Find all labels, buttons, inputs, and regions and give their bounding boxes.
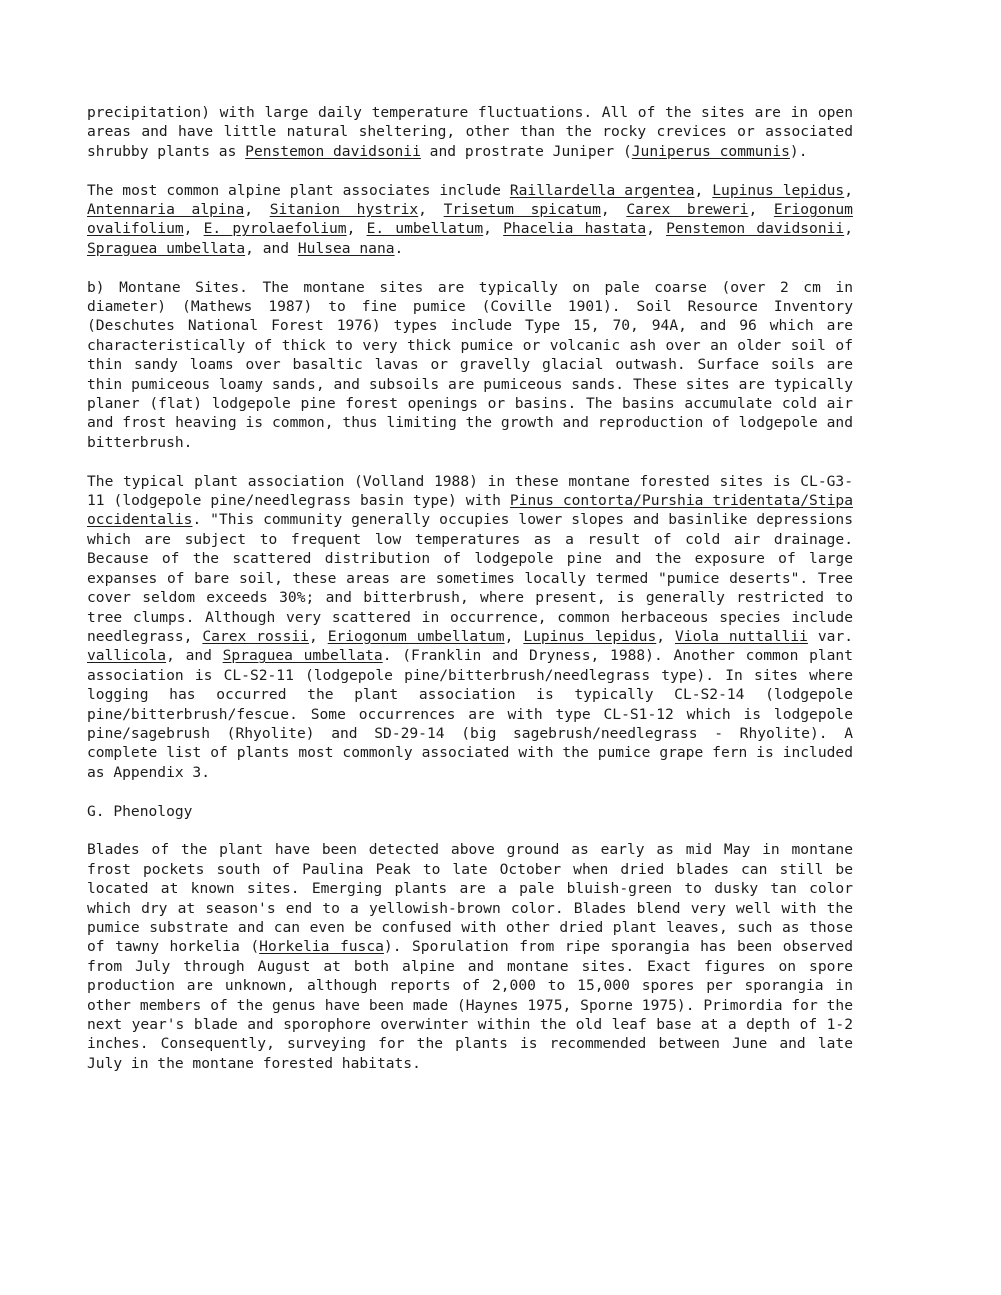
text-run: . (Franklin and Dryness, 1988). Another common plant association is CL-S2-11 (lodgepole pine/bitterbrush/needlegrass type). In sites where logging has occurred the plant association is typically CL-S2-14 (lodgepole pine/bitterbrush/fescue. Some occurrences are with type CL-S1-12 which is lodgepole pine/sagebrush (Rhyolite) and SD-29-14 (big sagebrush/needlegrass - Rhyolite). A complete list of plants most commonly associated with the pumice grape fern is included as Appendix 3.: [87, 647, 854, 781]
species-name: vallicola: [87, 647, 167, 665]
text-run: ,: [346, 220, 367, 238]
text-run: ,: [748, 201, 774, 219]
species-name: Pinus contorta/Purshia tridentata/Stipa occidentalis: [87, 492, 853, 529]
text-run: ,: [183, 220, 204, 238]
text-run: ).: [789, 142, 808, 160]
text-run: ,: [646, 220, 667, 238]
paragraph: [87, 103, 853, 161]
species-name: Horkelia fusca: [259, 938, 384, 956]
paragraph: [87, 472, 853, 783]
species-name: E. umbellatum: [366, 220, 484, 238]
text-run: . "This community generally occupies lower slopes and basinlike depressions which are subject to frequent low temperatures as a result of cold air drainage. Because of the scattered distribution of lodgepole pine and the exposure of large expanses of bare soil, these areas are sometimes locally termed "pumice deserts". Tree cover seldom exceeds 30%; and bitterbrush, where present, is generally restricted to tree clumps. Although very scattered in occurrence, common herbaceous species include needlegrass,: [87, 511, 853, 645]
species-name: Raillardella argentea: [509, 181, 695, 199]
text-run: Blades of the plant have been detected above ground as early as mid May in montane frost pockets south of Paulina Peak to late October when dried blades can still be located at known sites. Emerging plants are a pale bluish-green to dusky tan color which dry at season's end to a yellowish-brown color. Blades blend very well with the pumice substrate and can even be confused with other dried plant leaves, such as those of tawny horkelia (: [87, 841, 853, 956]
species-name: Antennaria alpina: [87, 201, 245, 219]
species-name: Lupinus lepidus: [712, 181, 845, 199]
text-run: The typical plant association (Volland 1988) in these montane forested sites is CL-G3-11 (lodgepole pine/needlegrass basin type) with: [87, 472, 853, 510]
text-run: , and: [245, 239, 298, 257]
species-name: Penstemon davidsonii: [666, 220, 845, 238]
species-name: Juniperus communis: [631, 142, 790, 160]
text-run: and prostrate Juniper (: [420, 142, 632, 160]
species-name: Eriogonum ovalifolium: [87, 201, 853, 238]
species-name: E. pyrolaefolium: [203, 220, 347, 238]
paragraph: [87, 181, 853, 259]
species-name: Phacelia hastata: [503, 220, 647, 238]
text-run: ,: [600, 201, 627, 219]
section-heading: [87, 802, 853, 821]
species-name: Hulsea nana: [297, 239, 395, 257]
text-run: ,: [844, 220, 853, 238]
text-run: ,: [504, 627, 524, 645]
species-name: Carex breweri: [626, 201, 749, 219]
species-name: Viola nuttallii: [675, 627, 808, 645]
species-name: Lupinus lepidus: [523, 627, 657, 645]
species-name: Sitanion hystrix: [269, 201, 419, 219]
text-run: .: [394, 239, 404, 257]
text-run: The most common alpine plant associates include: [87, 181, 510, 199]
text-run: var.: [807, 627, 854, 645]
text-run: ,: [656, 627, 675, 645]
species-name: Penstemon davidsonii: [245, 142, 421, 160]
text-run: ,: [308, 627, 328, 645]
species-name: Eriogonum umbellatum: [327, 627, 505, 645]
species-name: Carex rossii: [202, 627, 309, 645]
species-name: Spraguea umbellata: [222, 647, 383, 665]
document-page: [87, 103, 853, 1093]
species-name: Spraguea umbellata: [87, 239, 246, 257]
species-name: Trisetum spicatum: [443, 201, 601, 219]
text-run: ,: [694, 181, 713, 199]
paragraph: [87, 278, 853, 453]
text-run: ,: [244, 201, 270, 219]
text-run: ). Sporulation from ripe sporangia has been observed from July through August at both alpine and montane sites. Exact figures on spore production are unknown, although reports of 2,000 to 15,000 spores per sporangia in other members of the genus have been made (Haynes 1975, Sporne 1975). Primordia for the next year's blade and sporophore overwinter within the old leaf base at a depth of 1-2 inches. Consequently, surveying for the plants is recommended between June and late July in the montane forested habitats.: [87, 938, 853, 1072]
text-run: ,: [418, 201, 444, 219]
text-run: ,: [844, 181, 853, 199]
text-run: b) Montane Sites. The montane sites are typically on pale coarse (over 2 cm in diameter) (Mathews 1987) to fine pumice (Coville 1901). Soil Resource Inventory (Deschutes National Forest 1976) types include Type 15, 70, 94A, and 96 which are characteristically of thick to very thick pumice or volcanic ash over an older soil of thin sandy loams over basaltic lavas or gravelly glacial outwash. Surface soils are thin pumiceous loamy sands, and subsoils are pumiceous sands. These sites are typically planer (flat) lodgepole pine forest openings or basins. The basins accumulate cold air and frost heaving is common, thus limiting the growth and reproduction of lodgepole and bitterbrush.: [87, 278, 853, 451]
text-run: precipitation) with large daily temperature fluctuations. All of the sites are in open areas and have little natural sheltering, other than the rocky crevices or associated shrubby plants as: [87, 104, 853, 160]
text-run: G. Phenology: [87, 802, 193, 820]
text-run: , and: [166, 647, 223, 665]
paragraph: [87, 840, 853, 1073]
text-run: ,: [483, 220, 504, 238]
